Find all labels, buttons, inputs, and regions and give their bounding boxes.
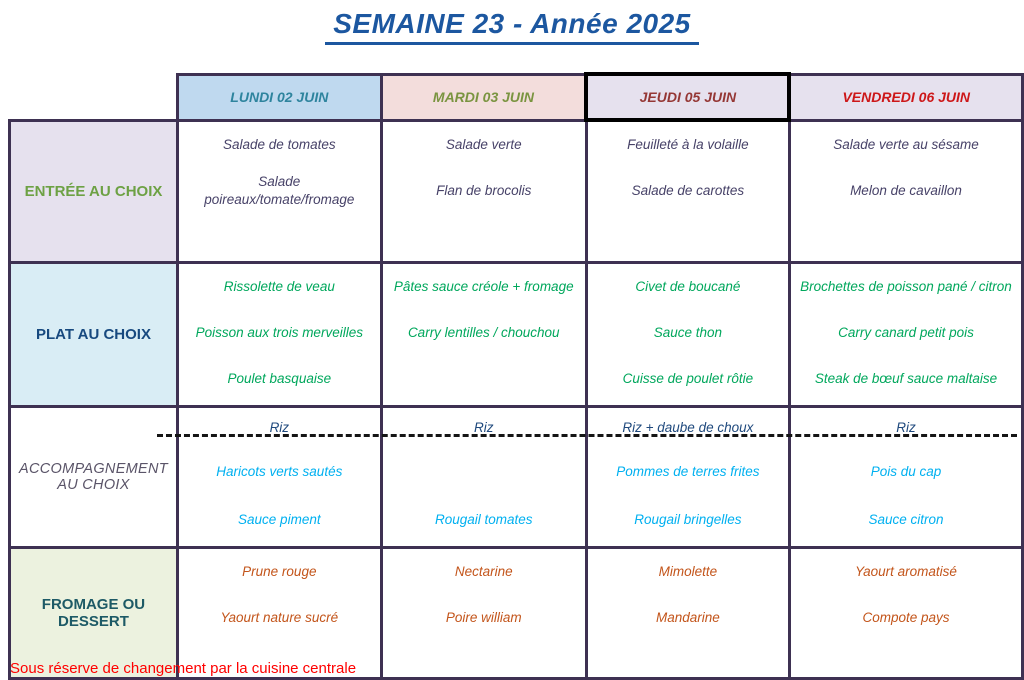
menu-item: Mandarine xyxy=(655,610,720,626)
header-row xyxy=(10,74,1023,120)
menu-item: Riz xyxy=(896,420,916,436)
menu-item: Sauce piment xyxy=(238,512,321,528)
menu-item: Salade verte xyxy=(445,136,522,152)
menu-item: Mimolette xyxy=(658,564,718,580)
menu-item: Flan de brocolis xyxy=(436,182,532,198)
row-header-plat: PLAT AU CHOIX xyxy=(10,263,178,407)
menu-item: Steak de bœuf sauce maltaise xyxy=(814,371,998,387)
menu-item: Salade de tomates xyxy=(223,136,336,152)
cell-accompagnement-mardi xyxy=(381,407,586,548)
cell-accompagnement-lundi xyxy=(177,407,381,548)
cell-plat-jeudi xyxy=(586,263,789,407)
menu-table xyxy=(8,72,1024,680)
cell-accompagnement-vendredi xyxy=(789,407,1022,548)
menu-item: Riz xyxy=(473,420,494,436)
menu-item: Pois du cap xyxy=(870,464,942,480)
corner-cell xyxy=(10,74,178,120)
row-plat xyxy=(10,263,1023,407)
menu-item: Poisson aux trois merveilles xyxy=(195,325,363,341)
menu-item: Brochettes de poisson pané / citron xyxy=(800,279,1012,295)
menu-item: Melon de cavaillon xyxy=(850,182,962,198)
menu-item: Salade poireaux/tomate/fromage xyxy=(204,173,355,207)
cell-entree-mardi xyxy=(381,120,586,263)
menu-item: Civet de boucané xyxy=(635,279,741,295)
menu-item: Sauce citron xyxy=(868,512,944,528)
menu-item: Pommes de terres frites xyxy=(616,464,760,480)
cell-plat-lundi xyxy=(177,263,381,407)
menu-item: Riz + daube de choux xyxy=(622,420,754,436)
menu-item: Salade verte au sésame xyxy=(833,136,979,152)
menu-item: Cuisse de poulet rôtie xyxy=(622,371,754,387)
cell-dessert-mardi xyxy=(381,548,586,679)
menu-item: Poire william xyxy=(445,610,522,626)
menu-item: Prune rouge xyxy=(242,564,317,580)
menu-item: Carry canard petit pois xyxy=(838,325,974,341)
row-accompagnement xyxy=(10,407,1023,548)
footer-note: Sous réserve de changement par la cuisine centrale xyxy=(10,660,357,677)
cell-plat-vendredi xyxy=(789,263,1022,407)
cell-entree-vendredi xyxy=(789,120,1022,263)
row-fromage-dessert xyxy=(10,548,1023,679)
row-header-fromage-dessert: FROMAGE OU DESSERT xyxy=(10,548,178,679)
menu-item: Riz xyxy=(269,420,290,436)
cell-entree-lundi xyxy=(177,120,381,263)
row-header-accompagnement: ACCOMPAGNEMENT AU CHOIX xyxy=(10,407,178,548)
menu-item: Haricots verts sautés xyxy=(216,464,343,480)
page-title xyxy=(0,4,1024,45)
row-header-entree: ENTRÉE AU CHOIX xyxy=(10,120,178,263)
row-entree xyxy=(10,120,1023,263)
cell-accompagnement-jeudi xyxy=(586,407,789,548)
menu-item: Carry lentilles / chouchou xyxy=(407,325,560,341)
menu-item: Pâtes sauce créole + fromage xyxy=(393,279,574,295)
cell-dessert-lundi xyxy=(177,548,381,679)
menu-item: Rougail bringelles xyxy=(634,512,742,528)
cell-dessert-jeudi xyxy=(586,548,789,679)
page-title-text: SEMAINE 23 - Année 2025 xyxy=(325,8,698,45)
day-header-vendredi: VENDREDI 06 JUIN xyxy=(789,74,1022,120)
day-header-jeudi: JEUDI 05 JUIN xyxy=(586,74,789,120)
menu-item: Compote pays xyxy=(862,610,950,626)
menu-item: Rougail tomates xyxy=(434,512,533,528)
day-header-mardi: MARDI 03 JUIN xyxy=(381,74,586,120)
menu-item: Salade de carottes xyxy=(631,183,745,199)
menu-item xyxy=(387,448,581,496)
menu-item: Nectarine xyxy=(454,564,513,580)
menu-item: Yaourt nature sucré xyxy=(220,610,339,626)
day-header-lundi: LUNDI 02 JUIN xyxy=(177,74,381,120)
menu-item xyxy=(387,356,581,402)
menu-item: Sauce thon xyxy=(653,325,723,341)
dashed-divider xyxy=(157,434,1017,437)
menu-item: Yaourt aromatisé xyxy=(855,564,957,580)
cell-entree-jeudi xyxy=(586,120,789,263)
menu-item: Rissolette de veau xyxy=(223,279,335,295)
menu-item: Feuilleté à la volaille xyxy=(627,137,749,153)
menu-item: Poulet basquaise xyxy=(227,371,332,387)
cell-plat-mardi xyxy=(381,263,586,407)
cell-dessert-vendredi xyxy=(789,548,1022,679)
